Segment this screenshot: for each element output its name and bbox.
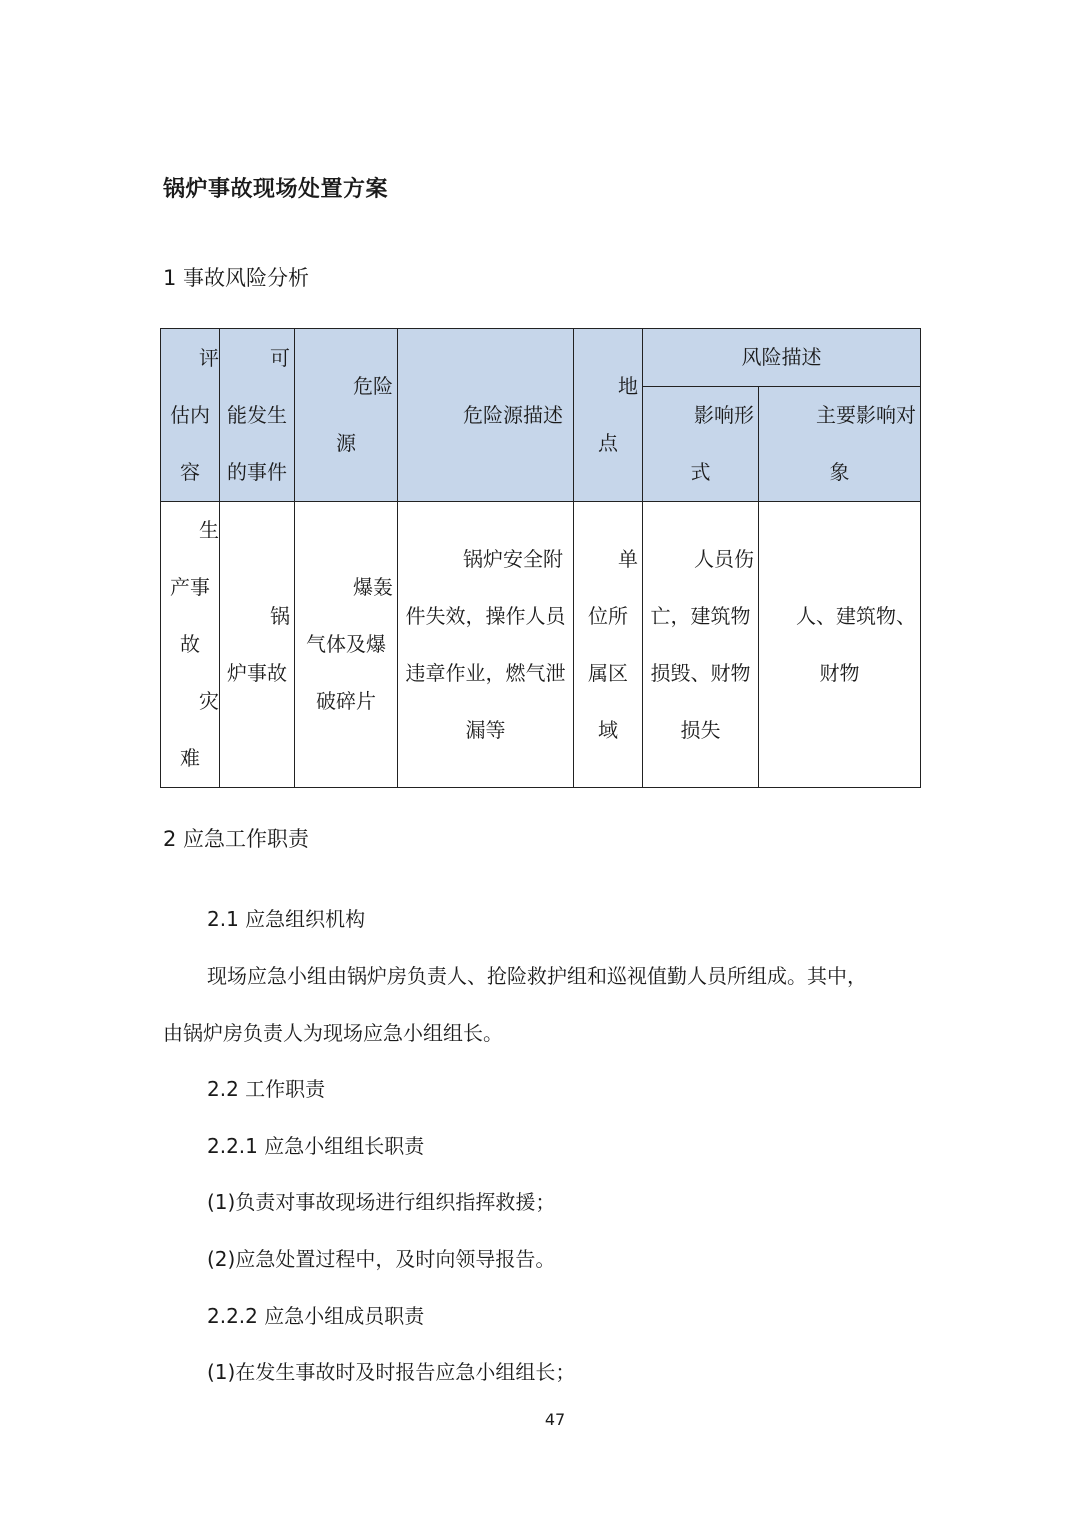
cell-location-line4: 域 (598, 717, 618, 742)
header-possible-event (220, 329, 295, 502)
cell-assess-content (161, 502, 220, 788)
cell-impact-target (759, 502, 921, 788)
section-heading-emergency-duties: 2 应急工作职责 (163, 827, 310, 851)
cell-assess-line3: 故 (180, 632, 200, 656)
table-header-row (161, 329, 921, 387)
page-number: 47 (544, 1410, 566, 1429)
cell-desc-line2: 件失效，操作人员 (405, 603, 566, 628)
cell-assess-line1: 生 (199, 518, 219, 542)
cell-location-line3: 属区 (588, 660, 628, 685)
risk-analysis-table (160, 328, 921, 788)
cell-possible-event (220, 502, 295, 788)
header-event-line3: 的事件 (227, 459, 287, 484)
header-impact-target-line1: 主要影响对 (816, 403, 916, 427)
cell-desc-line4: 漏等 (465, 717, 506, 742)
cell-desc-line3: 违章作业，燃气泄 (405, 660, 566, 685)
subsection-heading-2-2: 2.2 工作职责 (207, 1077, 326, 1101)
leader-duty-1: (1)负责对事故现场进行组织指挥救援； (207, 1190, 556, 1214)
header-hazard-desc-text: 危险源描述 (463, 402, 563, 427)
header-location (574, 329, 643, 502)
header-risk-description: 风险描述 (643, 329, 921, 387)
cell-hazard-line2: 气体及爆 (306, 632, 386, 656)
cell-assess-line2: 产事 (170, 575, 210, 599)
cell-event-line2: 炉事故 (227, 660, 287, 685)
section-heading-risk-analysis: 1 事故风险分析 (163, 266, 310, 290)
header-impact-form-line2: 式 (690, 460, 711, 484)
header-assess-line2: 估内 (170, 402, 210, 427)
cell-impact-line2: 亡，建筑物 (650, 603, 751, 628)
header-location-line2: 点 (598, 431, 618, 455)
header-assess-line3: 容 (180, 459, 200, 484)
document-title: 锅炉事故现场处置方案 (163, 177, 389, 202)
table-row (161, 502, 921, 788)
header-impact-target (759, 387, 921, 502)
cell-desc-line1: 锅炉安全附 (463, 546, 563, 571)
cell-target-line1: 人、建筑物、 (796, 603, 916, 628)
header-hazard-line2: 源 (336, 431, 356, 455)
cell-assess-line5: 难 (180, 746, 200, 770)
cell-event-line1: 锅 (270, 603, 290, 628)
header-assess-line1: 评 (199, 345, 219, 370)
subsection-heading-2-1: 2.1 应急组织机构 (207, 907, 366, 931)
header-location-line1: 地 (618, 374, 638, 398)
header-impact-form-line1: 影响形 (694, 403, 754, 427)
cell-assess-line4: 灾 (199, 689, 219, 713)
cell-location-line1: 单 (618, 546, 638, 571)
cell-target-line2: 财物 (819, 660, 860, 685)
leader-duty-2: (2)应急处置过程中，及时向领导报告。 (207, 1247, 556, 1271)
subsection-heading-2-2-2: 2.2.2 应急小组成员职责 (207, 1304, 425, 1328)
subsection-heading-2-2-1: 2.2.1 应急小组组长职责 (207, 1134, 425, 1158)
cell-impact-line3: 损毁、财物 (650, 660, 751, 685)
paragraph-line-1: 现场应急小组由锅炉房负责人、抢险救护组和巡视值勤人员所组成。其中， (207, 964, 867, 988)
cell-impact-line1: 人员伤 (694, 546, 754, 571)
cell-impact-form (643, 502, 759, 788)
cell-location-line2: 位所 (588, 603, 628, 628)
member-duty-1: (1)在发生事故时及时报告应急小组组长； (207, 1360, 576, 1384)
header-event-line2: 能发生 (227, 402, 287, 427)
header-impact-form (643, 387, 759, 502)
header-hazard-description (398, 329, 574, 502)
header-hazard-source (295, 329, 398, 502)
header-impact-target-line2: 象 (829, 460, 850, 484)
header-hazard-line1: 危险 (353, 374, 393, 398)
paragraph-line-2: 由锅炉房负责人为现场应急小组组长。 (163, 1021, 503, 1045)
cell-location (574, 502, 643, 788)
cell-hazard-description (398, 502, 574, 788)
cell-hazard-source (295, 502, 398, 788)
cell-impact-line4: 损失 (680, 717, 721, 742)
cell-hazard-line3: 破碎片 (316, 689, 376, 713)
header-assess-content (161, 329, 220, 502)
header-event-line1: 可 (270, 345, 290, 370)
cell-hazard-line1: 爆轰 (353, 575, 393, 599)
